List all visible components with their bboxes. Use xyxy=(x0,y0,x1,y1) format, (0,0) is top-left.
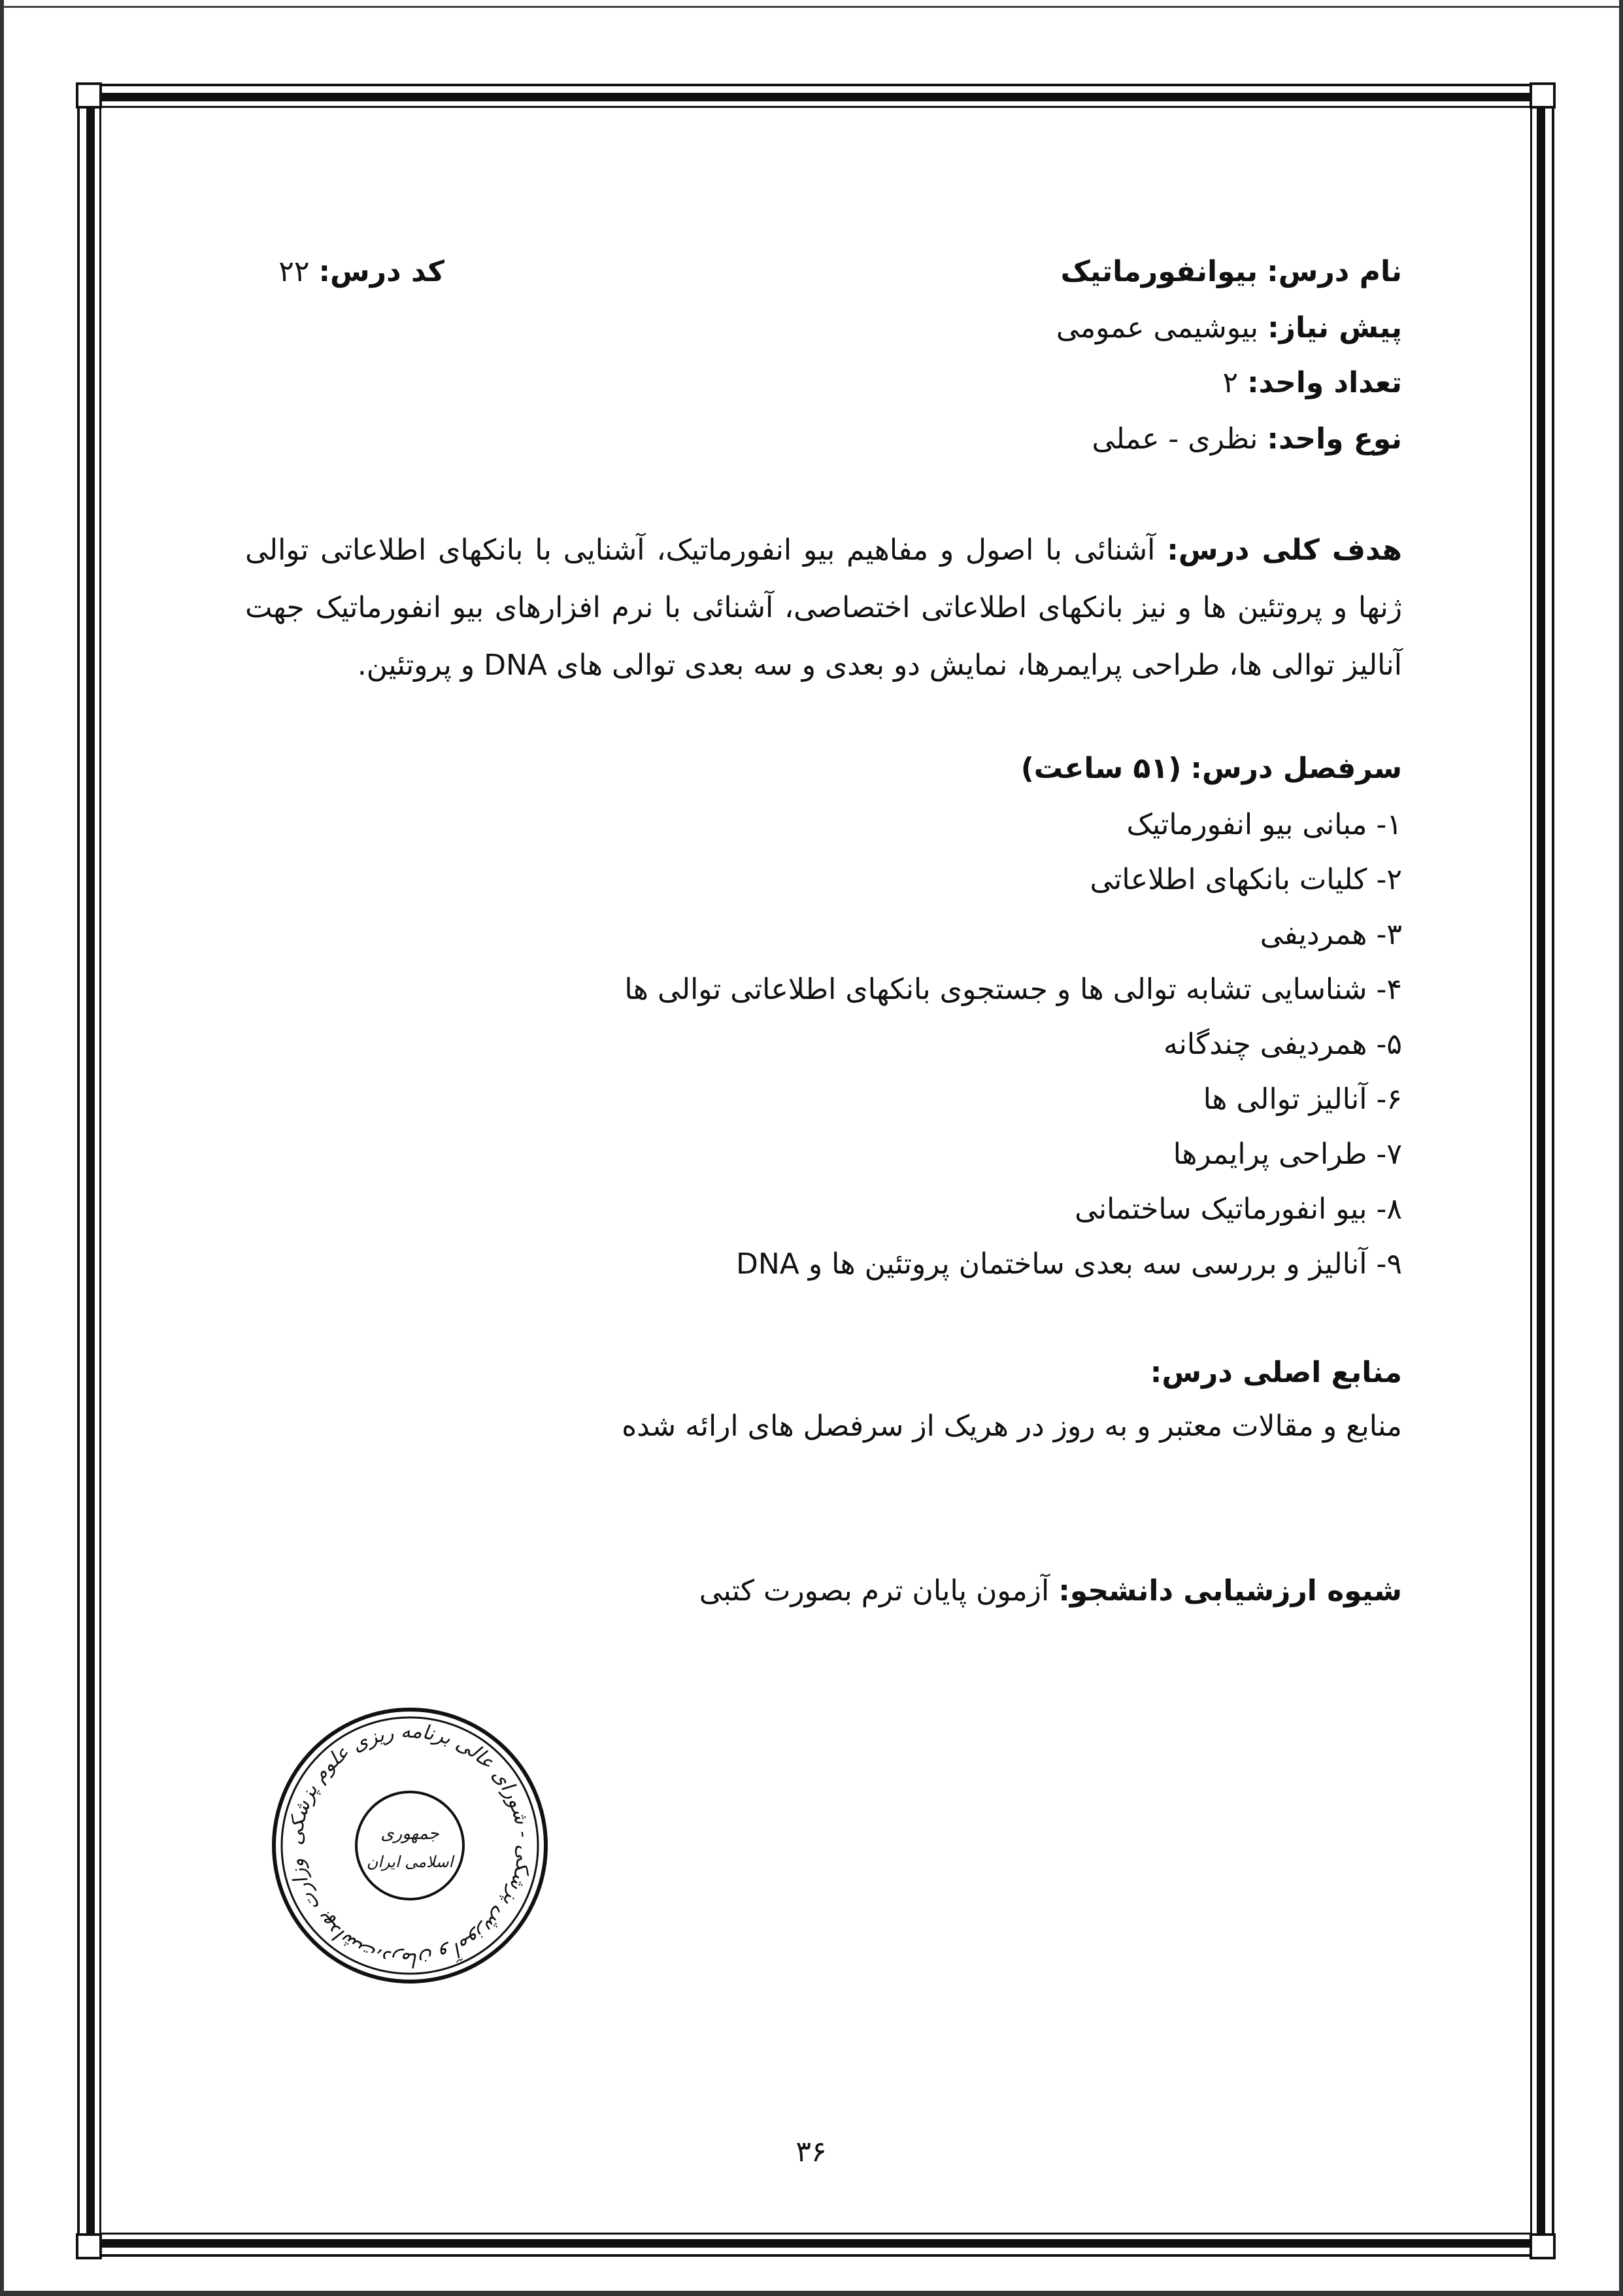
scan-edge-right xyxy=(1619,0,1623,2296)
objective-label: هدف کلی درس: xyxy=(1167,533,1402,567)
list-item: ۳- همردیفی xyxy=(1260,918,1402,951)
prerequisite-value: بیوشیمی عمومی xyxy=(1056,311,1259,345)
list-item: ۵- همردیفی چندگانه xyxy=(1163,1028,1402,1061)
references-label: منابع اصلی درس: xyxy=(1150,1356,1402,1389)
syllabus-heading xyxy=(1021,749,1402,788)
unit-type-label: نوع واحد: xyxy=(1267,422,1402,456)
course-name-label: نام درس: xyxy=(1267,255,1402,288)
seal-inner-line-1: جمهوری xyxy=(380,1824,439,1844)
seal-outer-ring xyxy=(274,1710,546,1982)
list-item: ۸- بیو انفورماتیک ساختمانی xyxy=(1075,1192,1402,1226)
list-item: ۲- کلیات بانکهای اطلاعاتی xyxy=(1090,863,1402,896)
units-value: ۲ xyxy=(1222,366,1239,399)
scan-edge-left xyxy=(0,0,4,2296)
border-corner-bottom-right xyxy=(1530,2233,1556,2259)
prerequisite-row xyxy=(1056,309,1402,348)
page-number: ۳۶ xyxy=(795,2135,827,2169)
seal-inner-ring xyxy=(356,1792,463,1899)
references-text: منابع و مقالات معتبر و به روز در هریک از سرفصل های ارائه شده xyxy=(622,1410,1402,1443)
list-item: ۴- شناسایی تشابه توالی ها و جستجوی بانکهای اطلاعاتی توالی ها xyxy=(624,973,1402,1006)
units-row xyxy=(1222,363,1402,403)
border-corner-bottom-left xyxy=(76,2233,102,2259)
scan-edge-top xyxy=(0,0,1623,8)
syllabus-label: سرفصل درس: xyxy=(1190,752,1402,785)
seal-inner-line-2: اسلامی ایران xyxy=(366,1853,454,1871)
course-code-row xyxy=(275,252,444,292)
border-corner-top-left xyxy=(76,82,102,109)
course-name-value: بیوانفورماتیک xyxy=(1060,255,1258,288)
list-item: ۷- طراحی پرایمرها xyxy=(1173,1138,1402,1171)
list-item: ۱- مبانی بیو انفورماتیک xyxy=(1126,808,1402,841)
units-label: تعداد واحد: xyxy=(1247,366,1402,399)
references-heading xyxy=(1150,1353,1402,1393)
evaluation-label: شیوه ارزشیابی دانشجو: xyxy=(1058,1574,1402,1608)
unit-type-row xyxy=(1092,420,1402,459)
syllabus-hours: (۵۱ ساعت) xyxy=(1020,752,1182,785)
seal-outer-ring-inner xyxy=(282,1717,538,1974)
prerequisite-label: پیش نیاز: xyxy=(1267,311,1402,345)
official-seal xyxy=(269,1705,550,1986)
objective-text: آشنائی با اصول و مفاهیم بیو انفورماتیک، آشنایی با بانکهای اطلاعاتی توالی ژنها و پروتئین ها و نیز بانکهای اطلاعاتی اختصاصی، آشنائی با نرم افزارهای بیو انفورماتیک جهت آنالیز توالی ها، طراحی پرایمرها، نمایش دو بعدی و سه بعدی توالی های DNA و پروتئین. xyxy=(245,533,1402,682)
unit-type-value: نظری - عملی xyxy=(1092,422,1258,456)
list-item: ۶- آنالیز توالی ها xyxy=(1203,1083,1402,1116)
objective-paragraph xyxy=(245,522,1402,694)
list-item: ۹- آنالیز و بررسی سه بعدی ساختمان پروتئین ها و DNA xyxy=(736,1247,1402,1281)
course-name-row xyxy=(1061,252,1402,292)
evaluation-text: آزمون پایان ترم بصورت کتبی xyxy=(699,1574,1050,1608)
seal-outer-text: وزارت بهداشت،درمان و آموزش پزشکی - شورای عالی برنامه ریزی علوم پزشکی xyxy=(284,1719,536,1972)
course-code-label: کد درس: xyxy=(318,255,444,288)
scan-edge-bottom xyxy=(0,2291,1623,2296)
evaluation-row xyxy=(699,1572,1402,1611)
course-code-value: ۲۲ xyxy=(278,255,310,288)
border-corner-top-right xyxy=(1530,82,1556,109)
